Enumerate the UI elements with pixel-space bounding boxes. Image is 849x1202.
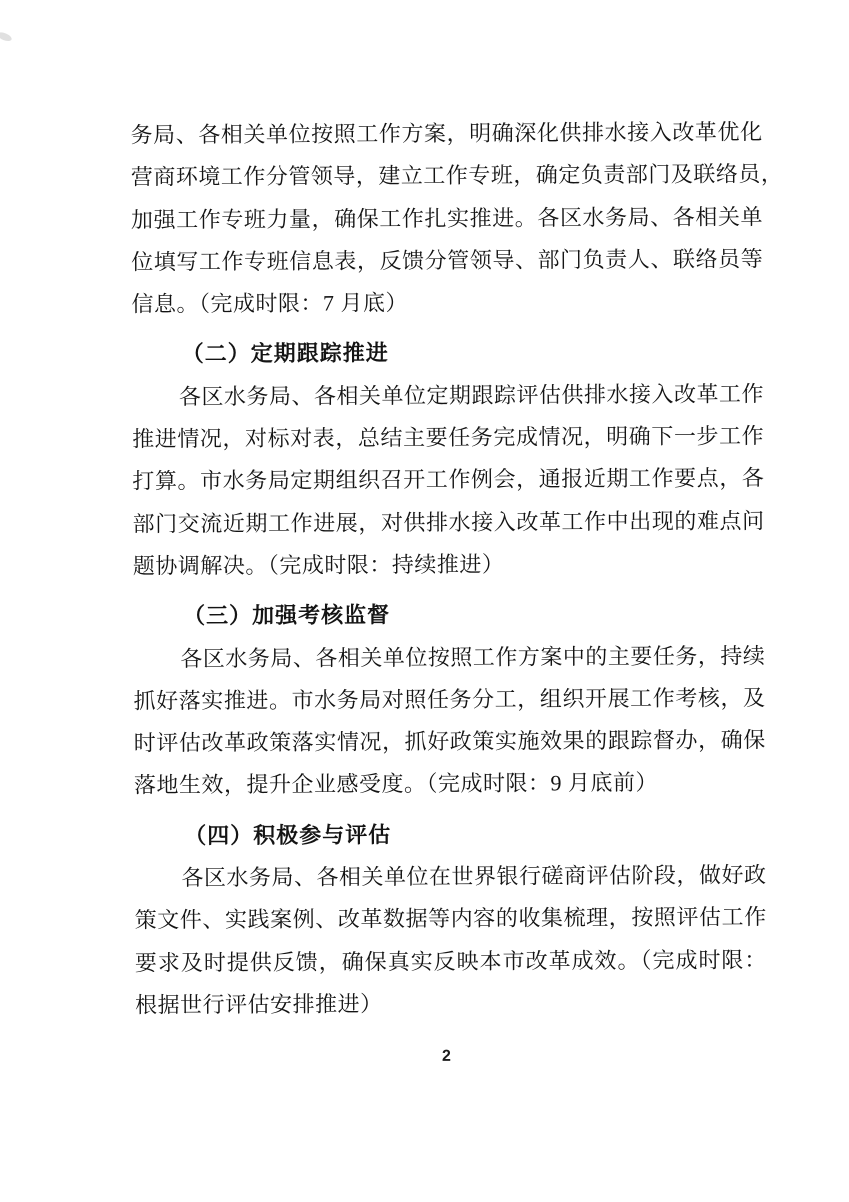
text-line: 抓好落实推进。市水务局对照任务分工，组织开展工作考核，及 [133,685,766,714]
section-heading: （三）加强考核监督 [183,602,391,629]
text-line: 要求及时提供反馈，确保真实反映本市改革成效。（完成时限： [134,946,767,976]
text-line: 各区水务局、各相关单位按照工作方案中的主要任务，持续 [180,642,766,671]
section-heading: （二）定期跟踪推进 [181,340,389,367]
document-text-block [130,111,784,1027]
text-line: 务局、各相关单位按照工作方案，明确深化供排水接入改革优化 [130,119,763,148]
text-line: 信息。（完成时限：7 月底） [131,290,409,317]
text-line: 题协调解决。（完成时限：持续推进） [132,551,505,579]
section-heading: （四）积极参与评估 [184,821,392,849]
text-line: 位填写工作专班信息表，反馈分管领导、部门负责人、联络员等 [131,246,764,275]
text-line: 落地生效，提升企业感受度。（完成时限：9 月底前） [133,770,659,798]
text-line: 策文件、实践案例、改革数据等内容的收集梳理，按照评估工作 [134,904,767,933]
text-line: 加强工作专班力量，确保工作扎实推进。各区水务局、各相关单 [130,203,764,233]
text-line: 部门交流近期工作进展，对供排水接入改革工作中出现的难点问 [132,507,765,537]
text-line: 各区水务局、各相关单位在世界银行磋商评估阶段，做好政 [181,862,767,891]
text-line: 营商环境工作分管领导，建立工作专班，确定负责部门及联络员， [130,161,784,190]
text-line: 打算。市水务局定期组织召开工作例会，通报近期工作要点，各 [132,465,765,494]
page-number: 2 [441,1047,451,1065]
text-line: 各区水务局、各相关单位定期跟踪评估供排水接入改革工作 [178,381,765,410]
text-line: 根据世行评估安排推进） [135,991,383,1018]
scan-smudge-artifact [0,31,13,43]
text-line: 时评估改革政策落实情况，抓好政策实施效果的跟踪督办，确保 [133,727,766,756]
text-line: 推进情况，对标对表，总结主要任务完成情况，明确下一步工作 [132,423,765,452]
